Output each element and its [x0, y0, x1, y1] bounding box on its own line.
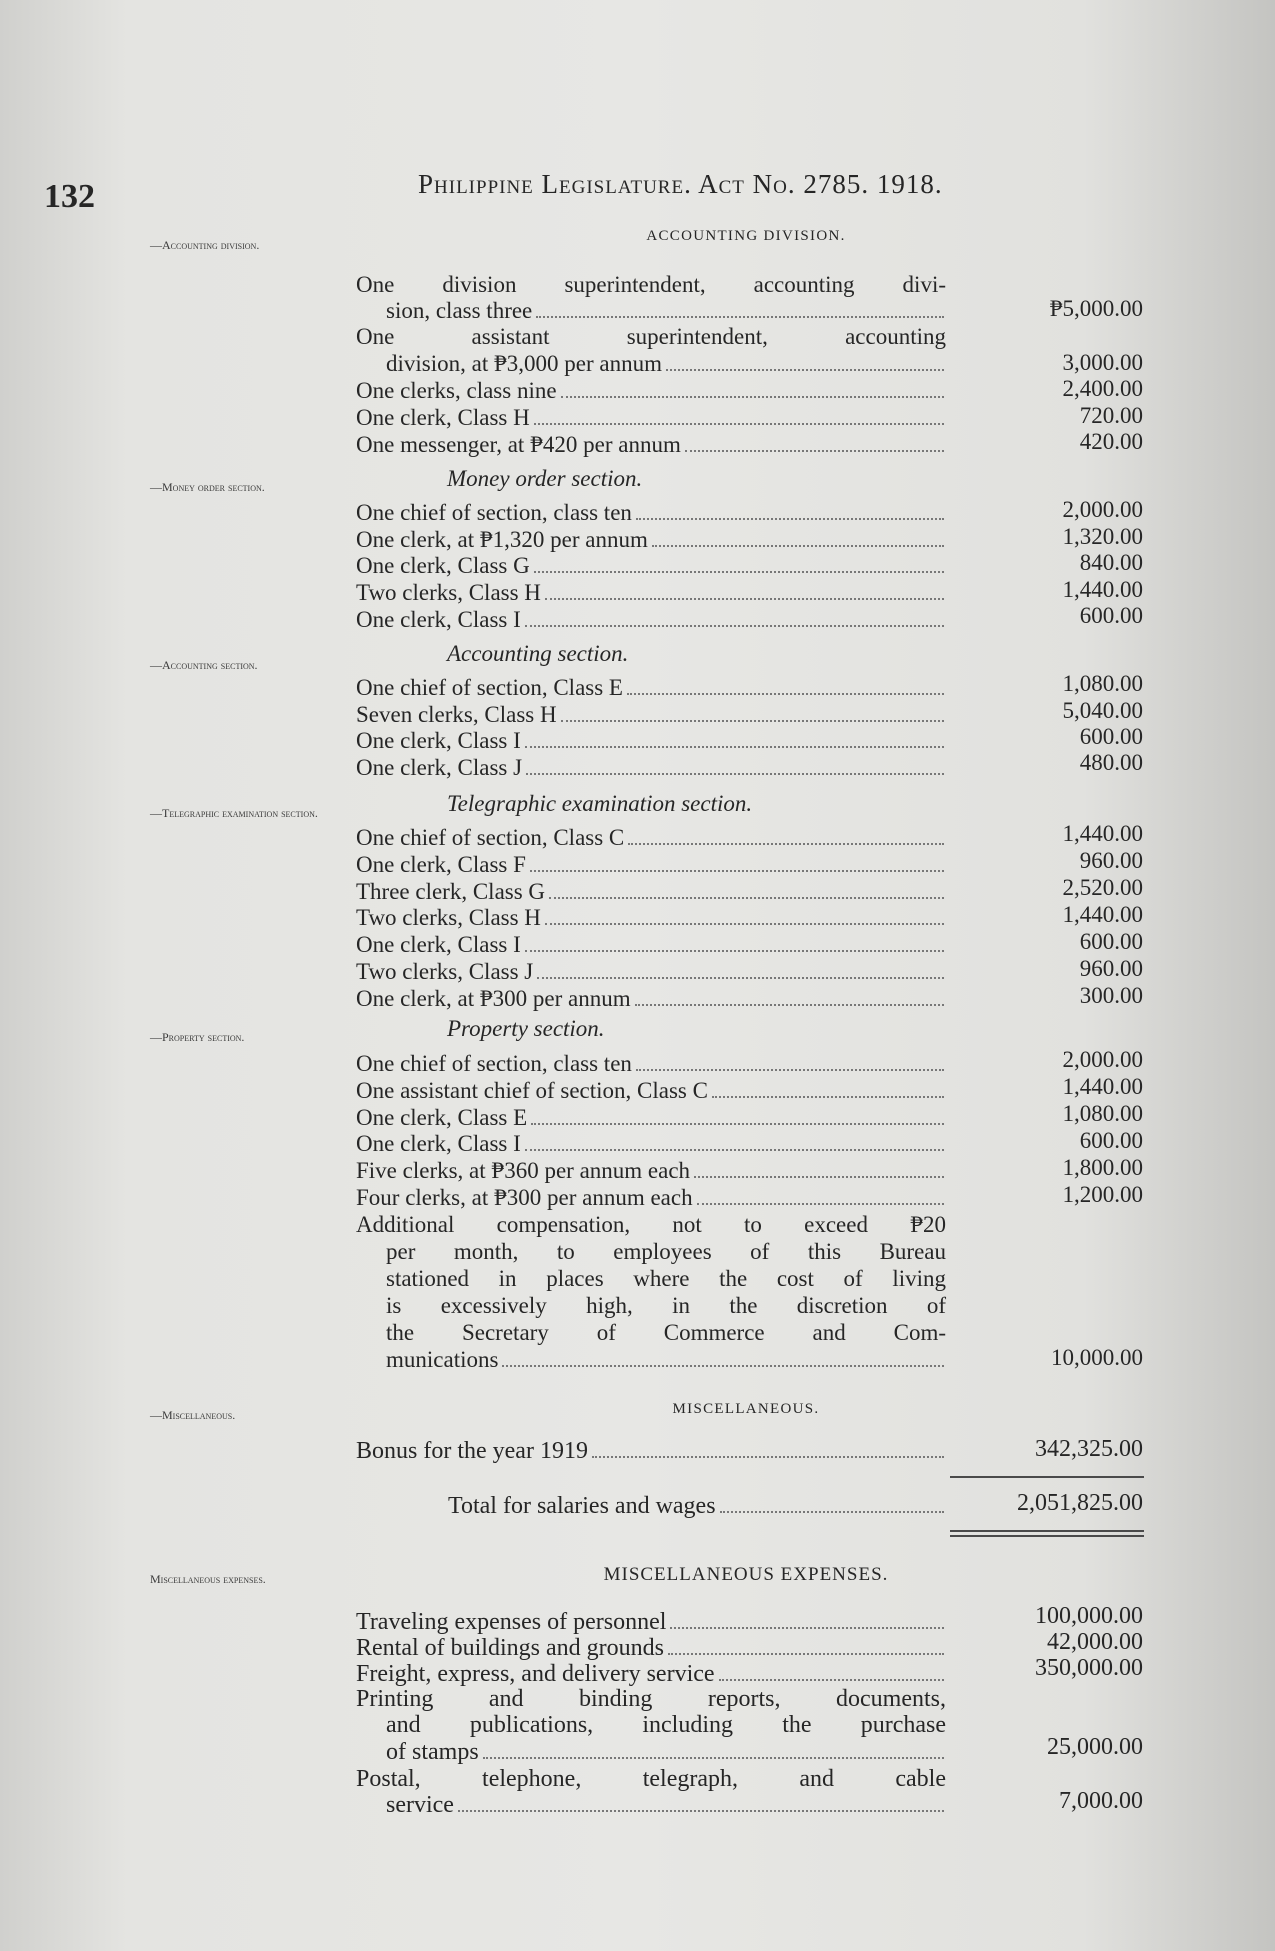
entry-row [386, 351, 946, 377]
leader-dots [694, 1176, 944, 1178]
entry-label: One clerk, Class J [356, 755, 523, 780]
entry-label: Two clerks, Class J [356, 959, 534, 984]
entry-label: Four clerks, at ₱300 per annum each [356, 1185, 693, 1210]
entry-line: Additional compensation, not to exceed ₱20 [356, 1212, 946, 1237]
entry-row [356, 932, 946, 958]
entry-label: One chief of section, Class C [356, 825, 625, 850]
entry-amount: 300.00 [1079, 983, 1143, 1008]
entry-line: and publications, including the purchase [386, 1712, 946, 1738]
entry-label: One chief of section, class ten [356, 1051, 632, 1076]
entry-amount: 100,000.00 [1035, 1603, 1143, 1629]
leader-dots [685, 450, 944, 452]
total-rule [950, 1476, 1144, 1478]
entry-label: One chief of section, class ten [356, 500, 632, 525]
entry-amount: 42,000.00 [1047, 1629, 1143, 1655]
leader-dots [525, 1149, 944, 1151]
leader-dots [561, 396, 944, 398]
entry-amount: 10,000.00 [1051, 1345, 1143, 1370]
entry-amount: 720.00 [1079, 403, 1143, 428]
leader-dots [536, 316, 944, 318]
entry-label: One clerk, Class I [356, 728, 521, 753]
entry-label: One clerk, Class G [356, 553, 530, 578]
entry-label: One clerk, at ₱1,320 per annum [356, 527, 648, 552]
entry-label: One clerk, at ₱300 per annum [356, 986, 631, 1011]
entry-label: Two clerks, Class H [356, 580, 541, 605]
entry-amount: 1,080.00 [1062, 1101, 1143, 1126]
entry-row [356, 879, 946, 905]
total-row [448, 1493, 946, 1519]
section-heading-accounting-division: ACCOUNTING DIVISION. [646, 228, 846, 244]
entry-label: One clerk, Class H [356, 405, 530, 430]
entry-line: One assistant superintendent, accounting [356, 324, 946, 349]
entry-row [386, 298, 946, 324]
entry-label: service [386, 1792, 454, 1818]
leader-dots [502, 1365, 944, 1367]
entry-row [386, 1347, 946, 1373]
entry-amount: ₱5,000.00 [1049, 296, 1143, 321]
entry-label: One clerk, Class I [356, 932, 521, 957]
entry-row [356, 607, 946, 633]
entry-line: the Secretary of Commerce and Com- [386, 1320, 946, 1345]
entry-row [356, 378, 946, 404]
entry-label: Rental of buildings and grounds [356, 1635, 664, 1661]
entry-row [356, 755, 946, 781]
entry-amount: 600.00 [1079, 603, 1143, 628]
leader-dots [545, 923, 944, 925]
entry-line: Postal, telephone, telegraph, and cable [356, 1766, 946, 1792]
bonus-amount: 342,325.00 [1035, 1436, 1143, 1462]
leader-dots [525, 950, 944, 952]
entry-row [356, 905, 946, 931]
page-number: 132 [44, 178, 95, 215]
entry-row [356, 553, 946, 579]
leader-dots [537, 977, 944, 979]
entry-row [356, 1051, 946, 1077]
entry-amount: 1,200.00 [1062, 1182, 1143, 1207]
entry-amount: 1,440.00 [1062, 1074, 1143, 1099]
entry-row [356, 580, 946, 606]
entry-row [356, 1661, 946, 1687]
entry-amount: 3,000.00 [1062, 350, 1143, 375]
entry-amount: 840.00 [1079, 550, 1143, 575]
entry-row [356, 1158, 946, 1184]
leader-dots [549, 897, 944, 899]
entry-label: One clerks, class nine [356, 378, 557, 403]
entry-row [356, 1635, 946, 1661]
entry-line: stationed in places where the cost of living [386, 1266, 946, 1291]
entry-row [356, 986, 946, 1012]
entry-amount: 2,520.00 [1062, 875, 1143, 900]
entry-row [356, 1438, 946, 1464]
entry-label: One clerk, Class I [356, 607, 521, 632]
entry-amount: 960.00 [1079, 956, 1143, 981]
leader-dots [627, 693, 944, 695]
entry-label: One clerk, Class E [356, 1105, 528, 1130]
leader-dots [525, 625, 944, 627]
entry-amount: 1,080.00 [1062, 671, 1143, 696]
entry-amount: 2,000.00 [1062, 1047, 1143, 1072]
entry-label: of stamps [386, 1739, 479, 1765]
leader-dots [561, 720, 944, 722]
entry-row [356, 1609, 946, 1635]
entry-label: One messenger, at ₱420 per annum [356, 432, 681, 457]
entry-line: Printing and binding reports, documents, [356, 1686, 946, 1712]
leader-dots [719, 1679, 944, 1681]
leader-dots [635, 1004, 944, 1006]
entry-row [356, 1185, 946, 1211]
entry-line: per month, to employees of this Bureau [386, 1239, 946, 1264]
entry-amount: 480.00 [1079, 750, 1143, 775]
total-label: Total for salaries and wages [448, 1493, 716, 1519]
entry-row [356, 675, 946, 701]
entry-row [386, 1792, 946, 1818]
entry-label: division, at ₱3,000 per annum [386, 351, 662, 376]
entry-label: Bonus for the year 1919 [356, 1438, 588, 1464]
margin-note-accounting-section: —Accounting section. [150, 658, 258, 672]
leader-dots [525, 746, 944, 748]
margin-note-money-order: —Money order section. [150, 480, 265, 494]
entry-row [356, 1078, 946, 1104]
entry-row [356, 852, 946, 878]
entry-label: One clerk, Class I [356, 1131, 521, 1156]
entry-amount: 1,440.00 [1062, 577, 1143, 602]
entry-amount: 600.00 [1079, 1128, 1143, 1153]
margin-note-miscellaneous: —Miscellaneous. [150, 1408, 236, 1422]
entry-label: One clerk, Class F [356, 852, 526, 877]
running-head: Philippine Legislature. Act No. 2785. 1918. [418, 169, 943, 199]
entry-row [356, 825, 946, 851]
entry-row [356, 432, 946, 458]
entry-amount: 350,000.00 [1035, 1655, 1143, 1681]
leader-dots [530, 870, 944, 872]
entry-label: Two clerks, Class H [356, 905, 541, 930]
subsection-heading-accounting: Accounting section. [447, 641, 629, 666]
entry-label: One assistant chief of section, Class C [356, 1078, 708, 1103]
leader-dots [636, 518, 944, 520]
leader-dots [636, 1069, 944, 1071]
leader-dots [592, 1456, 944, 1458]
entry-amount: 5,040.00 [1062, 698, 1143, 723]
entry-label: Traveling expenses of personnel [356, 1609, 667, 1635]
entry-amount: 7,000.00 [1059, 1788, 1143, 1814]
entry-row [356, 1105, 946, 1131]
margin-note-property: —Property section. [150, 1030, 245, 1044]
leader-dots [458, 1810, 944, 1812]
entry-label: Three clerk, Class G [356, 879, 546, 904]
entry-amount: 25,000.00 [1047, 1734, 1143, 1760]
leader-dots [652, 545, 944, 547]
entry-row [356, 728, 946, 754]
leader-dots [628, 843, 944, 845]
leader-dots [670, 1627, 944, 1629]
leader-dots [534, 423, 944, 425]
leader-dots [534, 571, 944, 573]
leader-dots [712, 1096, 944, 1098]
entry-line: One division superintendent, accounting divi- [356, 272, 946, 297]
margin-note-misc-expenses: Miscellaneous expenses. [150, 1572, 266, 1586]
subsection-heading-property: Property section. [447, 1016, 605, 1041]
entry-row [356, 1131, 946, 1157]
entry-amount: 1,440.00 [1062, 902, 1143, 927]
leader-dots [666, 369, 944, 371]
margin-note-accounting-division: —Accounting division. [150, 238, 260, 252]
section-heading-misc-expenses: MISCELLANEOUS EXPENSES. [603, 1564, 889, 1585]
section-heading-miscellaneous: MISCELLANEOUS. [672, 1401, 820, 1417]
entry-label: Five clerks, at ₱360 per annum each [356, 1158, 691, 1183]
entry-amount: 420.00 [1079, 429, 1143, 454]
entry-row [356, 702, 946, 728]
entry-row [356, 405, 946, 431]
entry-label: Freight, express, and delivery service [356, 1661, 715, 1687]
leader-dots [545, 598, 944, 600]
entry-row [356, 527, 946, 553]
leader-dots [526, 773, 944, 775]
leader-dots [483, 1757, 944, 1759]
subsection-heading-telegraphic: Telegraphic examination section. [447, 791, 753, 816]
entry-row [386, 1739, 946, 1765]
entry-label: One chief of section, Class E [356, 675, 623, 700]
leader-dots [697, 1203, 944, 1205]
entry-amount: 600.00 [1079, 724, 1143, 749]
entry-amount: 2,000.00 [1062, 497, 1143, 522]
entry-amount: 1,320.00 [1062, 524, 1143, 549]
leader-dots [668, 1653, 944, 1655]
entry-label: munications [386, 1347, 499, 1372]
leader-dots [720, 1511, 944, 1513]
total-amount: 2,051,825.00 [1017, 1490, 1143, 1516]
double-rule-top [950, 1530, 1144, 1532]
double-rule-bottom [950, 1535, 1144, 1537]
entry-line: is excessively high, in the discretion of [386, 1293, 946, 1318]
subsection-heading-money-order: Money order section. [447, 466, 643, 491]
entry-label: sion, class three [386, 298, 533, 323]
margin-note-telegraphic: —Telegraphic examination section. [150, 806, 318, 820]
entry-row [356, 500, 946, 526]
entry-amount: 1,800.00 [1062, 1155, 1143, 1180]
entry-amount: 2,400.00 [1062, 376, 1143, 401]
entry-amount: 1,440.00 [1062, 821, 1143, 846]
leader-dots [531, 1123, 944, 1125]
entry-label: Seven clerks, Class H [356, 702, 557, 727]
entry-row [356, 959, 946, 985]
entry-amount: 960.00 [1079, 848, 1143, 873]
entry-amount: 600.00 [1079, 929, 1143, 954]
